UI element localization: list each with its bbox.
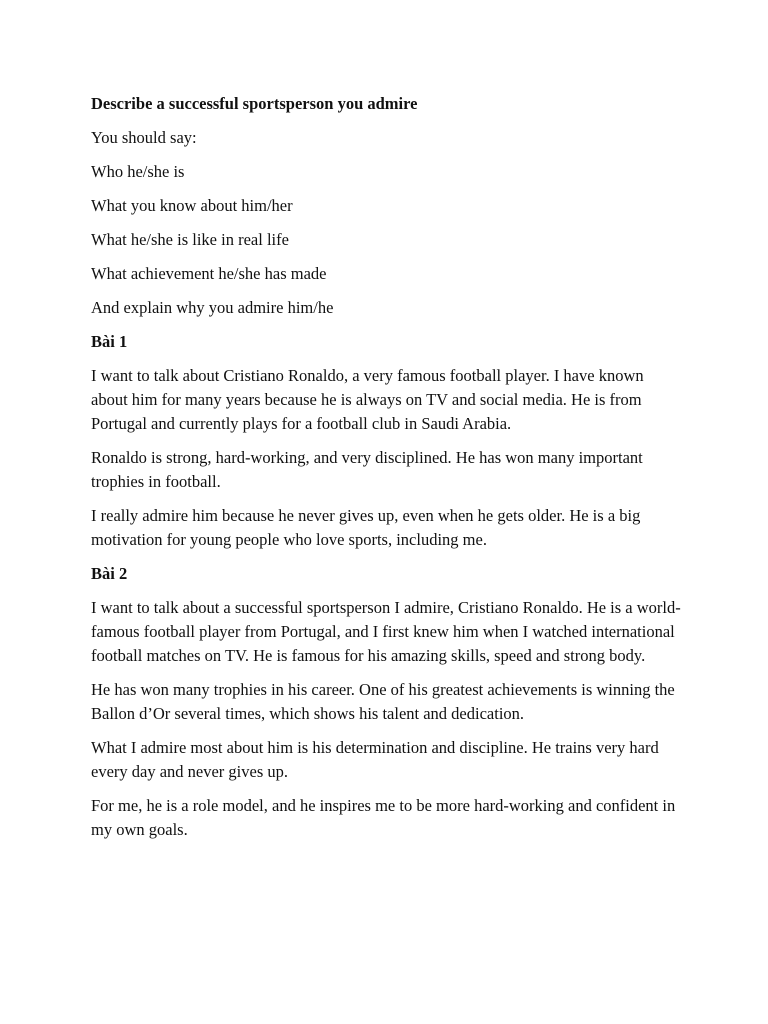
document-body — [91, 92, 683, 852]
section-heading-bai-1: Bài 1 — [91, 332, 128, 351]
prompt-point: What he/she is like in real life — [91, 230, 289, 249]
section-2-paragraph: For me, he is a role model, and he inspires me to be more hard-working and confident in my own goals. — [91, 796, 676, 839]
prompt-point: And explain why you admire him/he — [91, 298, 334, 317]
document-title: Describe a successful sportsperson you admire — [91, 94, 418, 113]
prompt-point: What you know about him/her — [91, 196, 293, 215]
prompt-point: What achievement he/she has made — [91, 264, 327, 283]
section-2-paragraph: What I admire most about him is his determination and discipline. He trains very hard every day and never gives up. — [91, 738, 659, 781]
section-1-paragraph: I really admire him because he never gives up, even when he gets older. He is a big motivation for young people who love sports, including me. — [91, 506, 641, 549]
prompt-point: Who he/she is — [91, 162, 185, 181]
prompt-intro: You should say: — [91, 128, 197, 147]
section-heading-bai-2: Bài 2 — [91, 564, 128, 583]
section-2-paragraph: He has won many trophies in his career. One of his greatest achievements is winning the Ballon d’Or several times, which shows his talent and dedication. — [91, 680, 675, 723]
section-1-paragraph: Ronaldo is strong, hard-working, and very disciplined. He has won many important trophies in football. — [91, 448, 643, 491]
section-1-paragraph: I want to talk about Cristiano Ronaldo, a very famous football player. I have known about him for many years because he is always on TV and social media. He is from Portugal and currently plays for a football club in Saudi Arabia. — [91, 366, 644, 433]
section-2-paragraph: I want to talk about a successful sportsperson I admire, Cristiano Ronaldo. He is a world-famous football player from Portugal, and I first knew him when I watched international football matches on TV. He is famous for his amazing skills, speed and strong body. — [91, 598, 681, 665]
